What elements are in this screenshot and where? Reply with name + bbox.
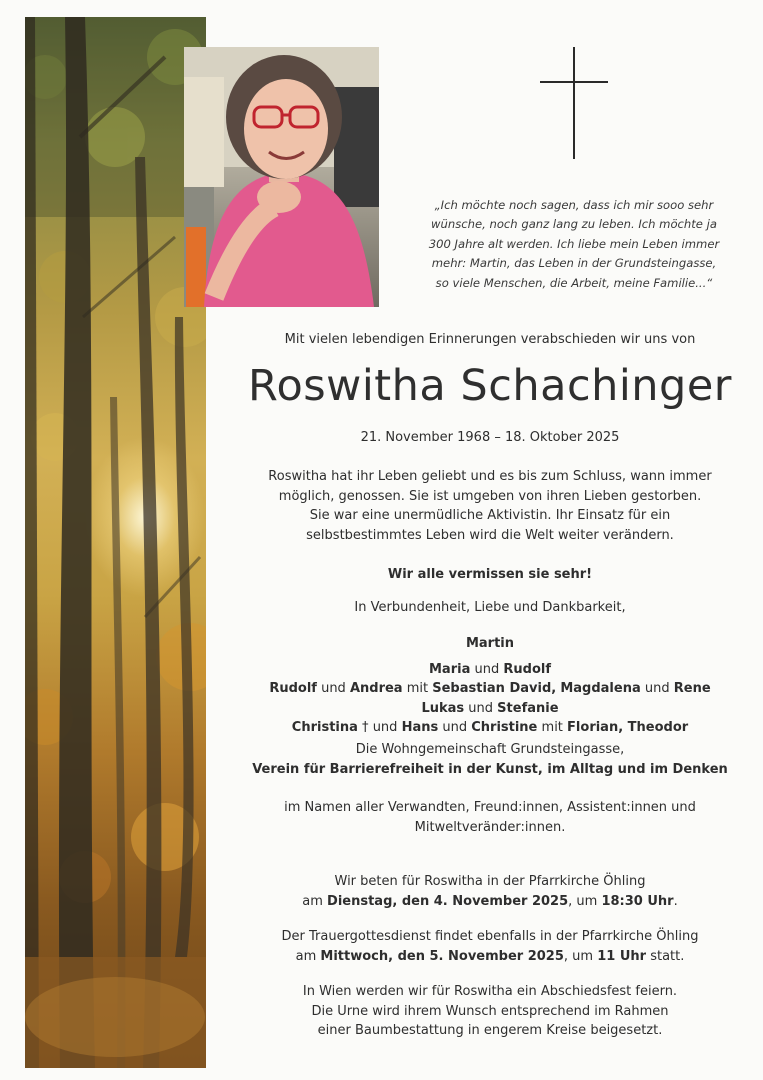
mourner-sebastian-david: Sebastian David, (432, 681, 557, 697)
prayer-datetime (240, 892, 740, 912)
conjunction: und (468, 700, 494, 716)
mourner-rene: Rene (673, 681, 711, 697)
mourner-line-lukas (240, 699, 740, 719)
mourner-christine: Christine (471, 720, 538, 736)
quote (415, 196, 733, 293)
relatives-text (240, 798, 740, 837)
vienna-text (240, 982, 740, 1041)
mourner-hans: Hans (401, 720, 439, 736)
mourner-florian-theodor: Florian, Theodor (567, 720, 689, 736)
service-time: 11 Uhr (597, 948, 647, 964)
mourner-lukas: Lukas (421, 700, 465, 716)
prayer-line: Wir beten für Roswitha in der Pfarrkirche Öhling (334, 874, 646, 889)
mourner-rudolf: Rudolf (503, 661, 551, 677)
service-am: am (295, 948, 317, 964)
mourner-christina: Christina (291, 720, 358, 736)
tribute-line: Roswitha hat ihr Leben geliebt und es bis zum Schluss, wann immer (268, 469, 712, 484)
conjunction: mit (406, 681, 429, 697)
quote-line: „Ich möchte noch sagen, dass ich mir sooo sehr (434, 198, 714, 212)
deceased-name: Roswitha Schachinger (248, 361, 732, 411)
tribute-line: selbstbestimmtes Leben wird die Welt weiter verändern. (306, 527, 674, 543)
closing-line: In Verbundenheit, Liebe und Dankbarkeit, (354, 600, 626, 615)
mourner-line-maria (240, 660, 740, 680)
mourner-verein: Verein für Barrierefreiheit in der Kunst, im Alltag und im Denken (252, 761, 728, 777)
intro-text (240, 330, 740, 350)
relatives-line: im Namen aller Verwandten, Freund:innen, Assistent:innen und (284, 800, 696, 815)
service-datetime (240, 947, 740, 967)
tribute-line: Sie war eine unermüdliche Aktivistin. Ihr Einsatz für ein (309, 508, 671, 524)
forest-photo (25, 17, 206, 1068)
conjunction: und (644, 681, 670, 697)
intro-line: Mit vielen lebendigen Erinnerungen verabschieden wir uns von (284, 332, 696, 347)
service-end: statt. (650, 948, 685, 964)
mourner-magdalena: Magdalena (560, 681, 641, 697)
quote-line: so viele Menschen, die Arbeit, meine Familie...“ (435, 275, 713, 290)
miss-line: Wir alle vermissen sie sehr! (387, 567, 593, 582)
service-date: Mittwoch, den 5. November 2025 (320, 948, 564, 964)
conjunction: und (474, 661, 500, 677)
closing-text (240, 598, 740, 618)
quote-line: mehr: Martin, das Leben in der Grundsteingasse, (431, 256, 717, 271)
conjunction: und (372, 720, 398, 736)
quote-line: wünsche, noch ganz lang zu leben. Ich möchte ja (431, 217, 717, 232)
mourner-andrea: Andrea (349, 681, 403, 697)
mourner-stefanie: Stefanie (497, 700, 559, 716)
quote-line: 300 Jahre alt werden. Ich liebe mein Leben immer (428, 236, 720, 251)
mourner-maria: Maria (429, 661, 471, 677)
service-text (240, 927, 740, 966)
cross-icon (540, 47, 608, 159)
portrait-photo (184, 47, 379, 307)
prayer-am: am (302, 893, 323, 909)
vienna-line: In Wien werden wir für Roswitha ein Abschiedsfest feiern. (302, 984, 678, 999)
service-line: Der Trauergottesdienst findet ebenfalls in der Pfarrkirche Öhling (281, 929, 699, 944)
tribute-line: möglich, genossen. Sie ist umgeben von ihren Lieben gestorben. (278, 488, 702, 504)
dates-line: 21. November 1968 – 18. Oktober 2025 (360, 430, 620, 445)
mourners (240, 634, 740, 779)
mourner-line-christina (240, 718, 740, 738)
mourner-line-rudolf-andrea (240, 679, 740, 699)
prayer-text (240, 872, 740, 911)
conjunction: und (442, 720, 468, 736)
conjunction: und (321, 681, 346, 697)
vienna-line: Die Urne wird ihrem Wunsch entsprechend im Rahmen (311, 1003, 669, 1019)
dagger-icon: † (362, 720, 369, 736)
conjunction: mit (541, 720, 563, 736)
prayer-um: , um (568, 893, 598, 909)
mourner-rudolf: Rudolf (269, 681, 317, 697)
mourner-wg: Die Wohngemeinschaft Grundsteingasse, (355, 741, 625, 757)
mourner-martin: Martin (465, 636, 515, 651)
service-um: , um (563, 948, 594, 964)
relatives-line: Mitweltveränder:innen. (414, 819, 566, 835)
life-dates (240, 428, 740, 448)
prayer-date: Dienstag, den 4. November 2025 (327, 893, 569, 909)
prayer-end: . (673, 893, 678, 909)
prayer-time: 18:30 Uhr (601, 893, 674, 909)
miss-text (240, 565, 740, 585)
vienna-line: einer Baumbestattung in engerem Kreise beigesetzt. (317, 1023, 663, 1039)
tribute-text (240, 467, 740, 545)
